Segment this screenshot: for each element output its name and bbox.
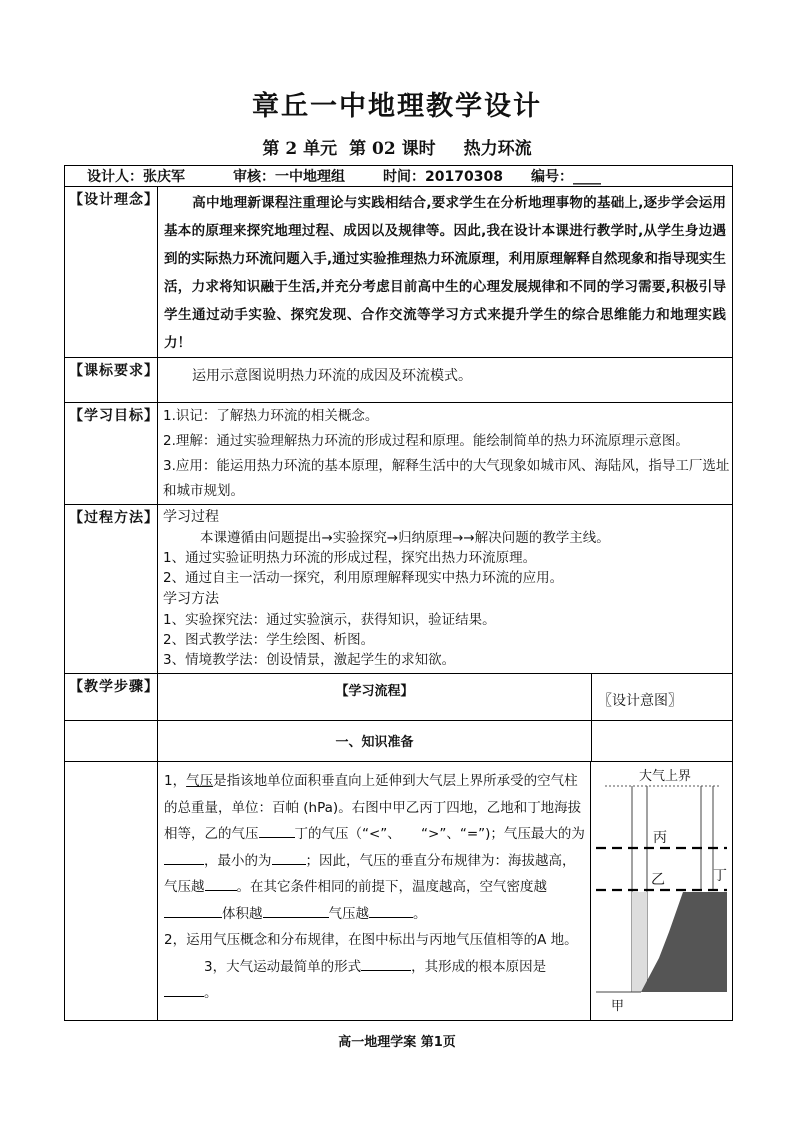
designer: 设计人：张庆军 bbox=[87, 169, 185, 185]
lesson-plan-table bbox=[64, 165, 733, 1021]
process-text-2: 1、通过实验证明热力环流的形成过程，探究出热力环流原理。 bbox=[163, 550, 537, 566]
pressure-diagram bbox=[591, 762, 732, 1020]
lesson-subtitle bbox=[0, 134, 794, 159]
prep-heading: 一、知识准备 bbox=[335, 735, 414, 750]
method-3: 3、情境教学法：创设情景，激起学生的求知欲。 bbox=[163, 652, 456, 668]
steps-label: 【教学步骤】 bbox=[69, 679, 159, 695]
design-concept-text: 高中地理新课程注重理论与实践相结合,要求学生在分析地理事物的基础上,逐步学会运用基本的原理来探究地理过程、成因以及规律等。因此,我在设计本课进行教学时,从学生身边遇到的实际热力环流问题入手,通过实验推理热力环流原理，利用原理解释自然现象和指导现实生活，力求将知识融于生活,并充分考虑目前高中生的心理发展规律和不同的学习需要,积极引导学生通过动手实验、探究发现、合作交流等学习方式来提升学生的综合思维能力和地理实践力！ bbox=[164, 195, 726, 351]
flow-label: 【学习流程】 bbox=[335, 684, 414, 699]
objectives-label: 【学习目标】 bbox=[69, 408, 159, 424]
lesson-label: 第 02 课时 bbox=[349, 139, 436, 159]
reviewer: 审核：一中地理组 bbox=[233, 169, 345, 185]
blank-6[interactable] bbox=[263, 903, 329, 918]
number-value: ____ bbox=[573, 169, 601, 185]
info-row bbox=[65, 166, 733, 187]
method-2: 2、图式教学法：学生绘图、析图。 bbox=[163, 632, 375, 648]
diagram-label-top: 大气上界 bbox=[639, 769, 692, 784]
blank-3[interactable] bbox=[272, 850, 306, 865]
diagram-label-yi: 乙 bbox=[651, 872, 665, 888]
method-1: 1、实验探究法：通过实验演示，获得知识，验证结果。 bbox=[163, 612, 496, 628]
page-title: 章丘一中地理教学设计 bbox=[252, 91, 542, 122]
design-concept-row bbox=[65, 187, 733, 358]
intent-label: 〖设计意图〗 bbox=[591, 674, 732, 720]
curriculum-text: 运用示意图说明热力环流的成因及环流模式。 bbox=[192, 368, 472, 384]
process-row bbox=[65, 505, 733, 674]
process-text-3: 2、通过自主一活动一探究，利用原理解释现实中热力环流的应用。 bbox=[163, 570, 564, 586]
process-heading: 学习过程 bbox=[163, 509, 219, 525]
topic-label: 热力环流 bbox=[463, 139, 532, 159]
blank-5[interactable] bbox=[164, 903, 222, 918]
date: 时间：20170308 bbox=[383, 169, 503, 185]
curriculum-row bbox=[65, 358, 733, 403]
objective-1: 1.识记：了解热力环流的相关概念。 bbox=[163, 408, 379, 424]
question-3: 3，大气运动最简单的形式 ，其形成的根本原因是。 bbox=[158, 954, 590, 1007]
prep-row bbox=[65, 721, 733, 762]
blank-1[interactable] bbox=[259, 823, 295, 838]
objectives-row bbox=[65, 403, 733, 505]
diagram-label-jia: 甲 bbox=[611, 999, 625, 1014]
blank-8[interactable] bbox=[361, 956, 411, 971]
method-heading: 学习方法 bbox=[163, 591, 219, 607]
diagram-label-ding: 丁 bbox=[713, 868, 727, 884]
diagram-label-bing: 丙 bbox=[653, 830, 667, 846]
curriculum-label: 【课标要求】 bbox=[69, 363, 159, 379]
blank-9[interactable] bbox=[164, 982, 204, 997]
mountain bbox=[641, 892, 727, 992]
blank-2[interactable] bbox=[164, 850, 204, 865]
number-label: 编号： bbox=[531, 169, 573, 185]
unit-label: 第 2 单元 bbox=[262, 139, 338, 159]
question-1: 1，气压是指该地单位面积垂直向上延伸到大气层上界所承受的空气柱的总重量，单位：百帕 (hPa)。右图中甲乙丙丁四地，乙地和丁地海拔相等，乙的气压 丁的气压（“<”、 “>”、“=”)；气压最大的为，最小的为 ；因此，气压的垂直分布规律为：海拔越高，气压越 。在其它条件相同的前提下，温度越高，空气密度越体积越 气压越 。 bbox=[164, 773, 585, 922]
question-2: 2，运用气压概念和分布规律，在图中标出与丙地气压值相等的A 地。 bbox=[164, 932, 578, 948]
process-text-1: 本课遵循由问题提出→实验探究→归纳原理→→解决问题的教学主线。 bbox=[200, 530, 610, 546]
column-shade bbox=[632, 892, 647, 992]
objective-3: 3.应用：能运用热力环流的基本原理，解释生活中的大气现象如城市风、海陆风，指导工厂选址和城市规划。 bbox=[163, 458, 730, 499]
page-footer: 高一地理学案 第1页 bbox=[338, 1035, 456, 1050]
design-concept-label: 【设计理念】 bbox=[69, 192, 159, 208]
blank-7[interactable] bbox=[369, 903, 413, 918]
questions-row bbox=[65, 762, 733, 1021]
steps-header-row bbox=[65, 674, 733, 721]
blank-4[interactable] bbox=[205, 876, 237, 891]
process-label: 【过程方法】 bbox=[69, 510, 159, 526]
objective-2: 2.理解：通过实验理解热力环流的形成过程和原理。能绘制简单的热力环流原理示意图。 bbox=[163, 433, 689, 449]
